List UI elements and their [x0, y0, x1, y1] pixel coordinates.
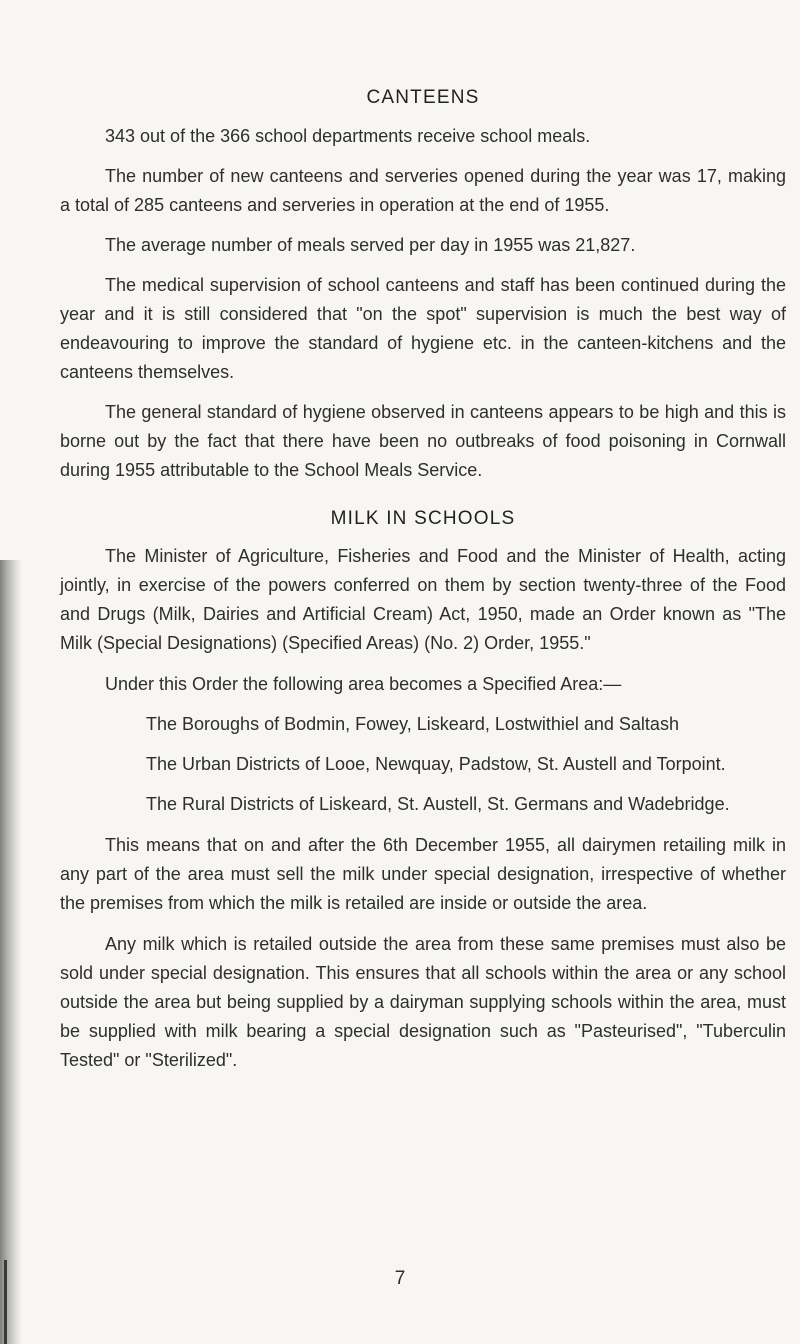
milk-paragraph: This means that on and after the 6th December 1955, all dairymen retailing milk in any part of the area must sell the milk under special designation, irrespective of whether the premises from which the milk is retailed are inside or outside the area. — [60, 835, 786, 914]
canteens-paragraph: The general standard of hygiene observed in canteens appears to be high and this is borne out by the fact that there have been no outbreaks of food poisoning in Cornwall during 1955 attributable to the School Meals Service. — [60, 401, 786, 480]
page-number: 7 — [394, 1268, 406, 1289]
canteens-paragraph: The average number of meals served per day in 1955 was 21,827. — [105, 234, 636, 255]
specified-area-item: The Rural Districts of Liskeard, St. Austell, St. Germans and Wadebridge. — [146, 794, 730, 815]
specified-area-item: The Boroughs of Bodmin, Fowey, Liskeard, Lostwithiel and Saltash — [146, 714, 679, 735]
milk-intro-paragraph: The Minister of Agriculture, Fisheries and Food and the Minister of Health, acting jointly, in exercise of the powers conferred on them by section twenty-three of the Food and Drugs (Milk, Dairies and Artificial Cream) Act, 1950, made an Order known as "The Milk (Special Designations) (Specified Areas) (No. 2) Order, 1955." — [60, 546, 786, 654]
milk-heading: MILK IN SCHOOLS — [330, 507, 516, 529]
canteens-paragraph: The number of new canteens and serveries opened during the year was 17, making a total of 285 canteens and serveries in operation at the end of 1955. — [60, 165, 786, 215]
canteens-heading: CANTEENS — [366, 87, 480, 108]
canteens-paragraph: The medical supervision of school canteens and staff has been continued during the year and it is still considered that "on the spot" supervision is much the best way of endeavouring to improve the standard of hygiene etc. in the canteen-kitchens and the canteens themselves. — [60, 274, 786, 382]
specified-area-item: The Urban Districts of Looe, Newquay, Padstow, St. Austell and Torpoint. — [146, 754, 726, 775]
milk-paragraph: Any milk which is retailed outside the area from these same premises must also be sold under special designation. This ensures that all schools within the area or any school outside the area but being supplied by a dairyman supplying schools within the area, must be supplied with milk bearing a special designation such as "Pasteurised", "Tuberculin Tested" or "Sterilized". — [60, 934, 786, 1071]
binding-shadow — [0, 560, 22, 1344]
order-lead-paragraph: Under this Order the following area becomes a Specified Area:— — [105, 674, 622, 695]
page-content — [60, 78, 786, 1075]
canteens-paragraph: 343 out of the 366 school departments receive school meals. — [105, 125, 591, 146]
